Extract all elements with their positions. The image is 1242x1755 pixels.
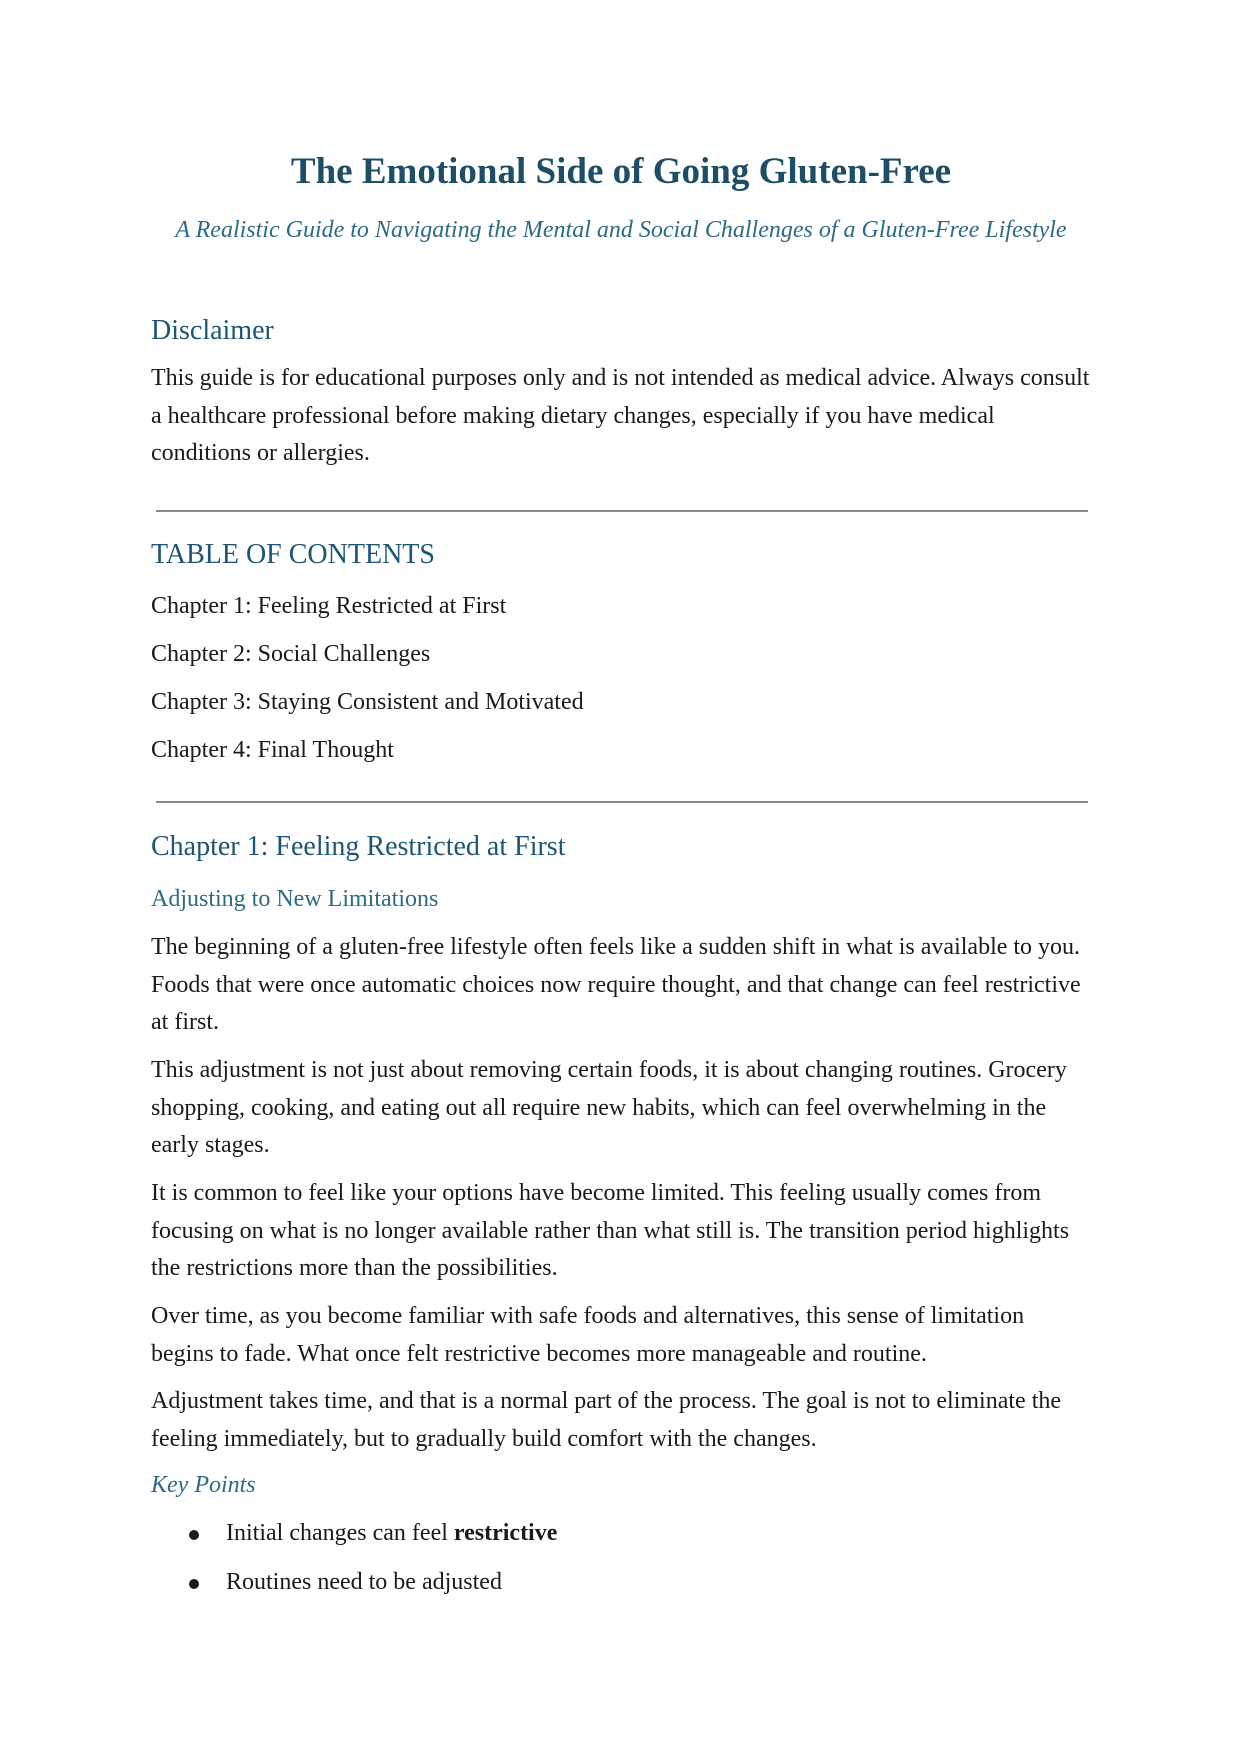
document-subtitle: A Realistic Guide to Navigating the Mental and Social Challenges of a Gluten-Free Lifestyle <box>175 217 1067 243</box>
toc-item-chapter-4: Chapter 4: Final Thought <box>151 737 394 763</box>
toc-item-chapter-2: Chapter 2: Social Challenges <box>151 641 431 667</box>
chapter-1-paragraph-1: The beginning of a gluten-free lifestyle often feels like a sudden shift in what is available to you. Foods that were once automatic choices now require thought, and that change can feel restrictive at first. <box>151 934 1081 1035</box>
key-point-text: Routines need to be adjusted <box>226 1569 502 1595</box>
bullet-icon <box>189 1530 199 1540</box>
divider <box>156 510 1088 512</box>
disclaimer-heading: Disclaimer <box>151 315 274 346</box>
toc-item-chapter-3: Chapter 3: Staying Consistent and Motivated <box>151 689 584 715</box>
bullet-icon <box>189 1579 199 1589</box>
key-point-text: Initial changes can feel <box>226 1520 454 1546</box>
toc-heading: TABLE OF CONTENTS <box>151 539 435 570</box>
chapter-1-paragraph-5: Adjustment takes time, and that is a normal part of the process. The goal is not to eliminate the feeling immediately, but to gradually build comfort with the changes. <box>151 1388 1062 1452</box>
key-point-emphasis: restrictive <box>453 1520 558 1546</box>
document-title: The Emotional Side of Going Gluten-Free <box>290 151 952 192</box>
chapter-1-heading: Chapter 1: Feeling Restricted at First <box>151 831 566 862</box>
chapter-1-subheading: Adjusting to New Limitations <box>151 886 439 912</box>
divider <box>156 801 1088 803</box>
disclaimer-text: This guide is for educational purposes only and is not intended as medical advice. Always consult a healthcare professional before making dietary changes, especially if you have medical conditions or allergies. <box>151 365 1090 466</box>
chapter-1-paragraph-2: This adjustment is not just about removing certain foods, it is about changing routines. Grocery shopping, cooking, and eating out all require new habits, which can feel overwhelming in the early stages. <box>151 1057 1067 1158</box>
toc-item-chapter-1: Chapter 1: Feeling Restricted at First <box>151 593 507 619</box>
chapter-1-paragraph-3: It is common to feel like your options have become limited. This feeling usually comes from focusing on what is no longer available rather than what still is. The transition period highlights the restrictions more than the possibilities. <box>151 1180 1070 1281</box>
key-points-heading: Key Points <box>151 1472 256 1498</box>
chapter-1-paragraph-4: Over time, as you become familiar with safe foods and alternatives, this sense of limitation begins to fade. What once felt restrictive becomes more manageable and routine. <box>151 1303 1025 1367</box>
